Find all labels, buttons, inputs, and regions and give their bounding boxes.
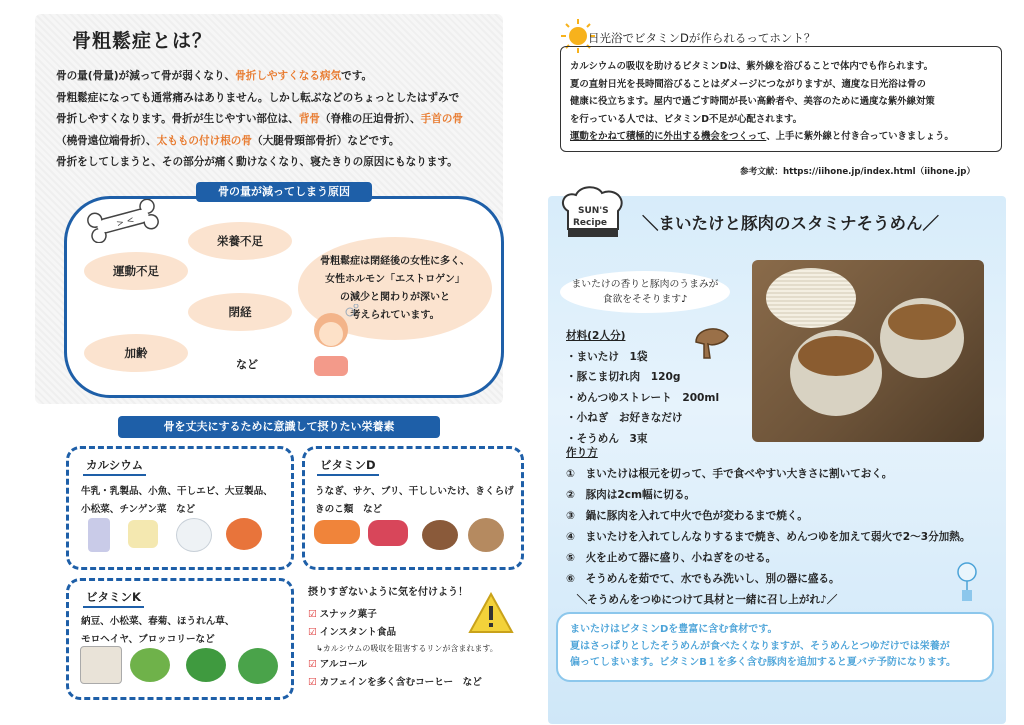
chef-label-1: SUN'S [578,206,609,216]
page-title: 骨粗鬆症とは？ [72,30,213,52]
step-closing: ＼そうめんをつゆにつけて具材と一緒に召し上がれ♪／ [566,594,838,606]
cause-nutrition: 栄養不足 [188,222,292,260]
warning-subnote: ↳カルシウムの吸収を阻害するリンが含まれます。 [316,644,498,653]
shiitake-icon [422,520,458,550]
recipe-title: ＼まいたけと豚肉のスタミナそうめん／ [642,214,939,233]
vitamin-k-line-1: 納豆、小松菜、春菊、ほうれん草、 [81,616,235,627]
somen-noodles [766,268,856,328]
spinach-icon [186,648,226,682]
calcium-line-1: 牛乳・乳製品、小魚、干しエビ、大豆製品、 [81,486,273,497]
warning-triangle-icon [468,592,514,634]
steps [566,443,1002,611]
milk-icon [128,520,158,548]
vitamin-d-line-2: きのこ類 など [315,504,383,515]
step-item: ⑥ そうめんを茹でて、水でもみ洗いし、別の器に盛る。 [566,573,840,585]
dish-photo [752,260,984,442]
svg-text:> <: > < [115,215,136,230]
step-item: ③ 鍋に豚肉を入れて中火で色が変わるまで焼く。 [566,510,808,522]
warning-item: ☑ スナック菓子 [308,609,377,620]
steps-header: 作り方 [566,447,598,459]
small-fish-icon [176,518,212,552]
bone-icon [84,199,162,243]
bowl-large-filling [798,336,874,376]
ingredients [566,326,719,449]
causes-note: 骨粗鬆症は閉経後の女性に多く、 女性ホルモン「エストロゲン」 の減少と関わりが深いと 考えられています。 [298,237,492,340]
calcium-line-2: 小松菜、チンゲン菜 など [81,504,196,515]
intro-paragraph: 骨の量(骨量)が減って骨が弱くなり、骨折しやすくなる病気です。 骨粗鬆症になっても通常痛みはありません。しかし転ぶなどのちょっとしたはずみで 骨折しやすくなります。骨折が生じやすい部位は、背骨（脊椎の圧迫骨折）、手首の骨 （橈骨遠位端骨折）、太ももの付け根の骨（大腿骨頸部骨折）などです。 骨折をしてしまうと、その部分が痛く動けなくなり、寝たきりの原因にもなります。 [56,70,464,168]
nutrients-header: 骨を丈夫にするために意識して摂りたい栄養素 [118,416,440,438]
step-item: ⑤ 火を止めて器に盛り、小ねぎをのせる。 [566,552,777,564]
salmon-icon [314,520,360,544]
chef-hat-icon [558,185,632,241]
ingredients-header: 材料(2人分) [566,330,626,342]
ingredient-item: ・まいたけ 1袋 [566,350,648,363]
vitamin-k-line-2: モロヘイヤ、ブロッコリーなど [81,634,215,645]
chef-label-2: Recipe [573,218,608,228]
dried-shrimp-icon [226,518,262,550]
ingredient-item: ・小ねぎ お好きなだけ [566,412,683,424]
reference: 参考文献：https://iihone.jp/index.html（iihone.jp） [740,167,976,177]
woman-thinking-icon [300,304,362,376]
cause-menopause: 閉経 [188,293,292,331]
cause-aging: 加齢 [84,334,188,372]
vitamin-d-line-1: うなぎ、サケ、ブリ、干ししいたけ、きくらげ [315,486,514,497]
step-item: ④ まいたけを入れてしんなりするまで焼き、めんつゆを加えて弱火で2～3分加熱。 [566,531,971,543]
natto-icon [80,646,122,684]
recipe-bubble: まいたけの香りと豚肉のうまみが 食欲をそそります♪ [560,271,730,313]
ingredient-item: ・めんつゆストレート 200ml [566,391,720,404]
warning-title: 摂りすぎないように気を付けよう！ [308,587,468,598]
step-item: ① まいたけは根元を切って、手で食べやすい大きさに割いておく。 [566,468,893,480]
calcium-supplement-icon [88,518,110,552]
bowl-small-filling [888,304,956,340]
komatsuna-icon [130,648,170,682]
warning-item: ☑ アルコール [308,659,368,670]
ingredient-item: ・豚こま切れ肉 120g [566,371,681,383]
cause-etc: など [236,358,258,371]
broccoli-icon [238,648,278,684]
wind-chime-icon [954,562,980,602]
warning-item: ☑ カフェインを多く含むコーヒー など [308,677,482,688]
recipe-tip: まいたけはビタミンDを豊富に含む食材です。 夏はさっぱりとしたそうめんが食べたくなりますが、そうめんとつゆだけでは栄養が 偏ってしまいます。ビタミンB１を多く含む豚肉を追加すると夏バテ予防になります。 [556,612,994,682]
step-item: ② 豚肉は2cm幅に切る。 [566,489,696,501]
yellowtail-icon [368,520,408,546]
vitamin-d-title: ビタミンD [317,457,379,476]
mushroom-icon [468,518,504,552]
cause-exercise: 運動不足 [84,252,188,290]
causes-header: 骨の量が減ってしまう原因 [196,182,372,202]
sun-text: カルシウムの吸収を助けるビタミンDは、紫外線を浴びることで体内でも作られます。 夏の直射日光を長時間浴びることはダメージにつながりますが、適度な日光浴は骨の 健康に役立ちます。屋内で過ごす時間が長い高齢者や、美容のために過度な紫外線対策 を行っている人では、ビタミンD不足が心配されます。 運動をかねて積極的に外出する機会をつくって、上手に紫外線と付き合っていきましょう。 [570,61,954,142]
ingredient-item: ・そうめん 3束 [566,432,648,445]
sun-section-title: 日光浴でビタミンDが作られるってホント？ [588,31,816,45]
calcium-title: カルシウム [83,457,146,476]
vitamin-k-title: ビタミンK [83,589,144,608]
warning-item: ☑ インスタント食品 [308,627,397,638]
